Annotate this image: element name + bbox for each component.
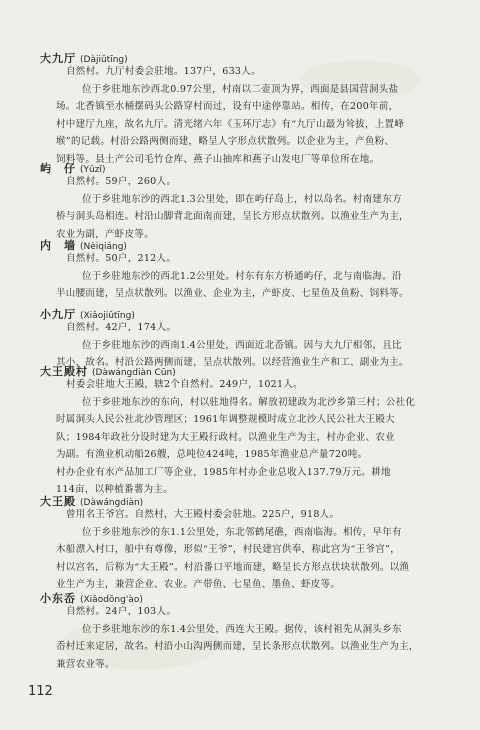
entry-text-line: 位于乡驻地东沙的东向，村以驻地得名。解放初建政为北沙乡第三村；公社化 [82, 396, 416, 408]
entry-text-line: 位于乡驻地东沙西北0.97公里，村南以二壶顶为界，西面是县国营洞头盐 [82, 83, 399, 95]
entry-name: 小东岙 [40, 592, 76, 605]
entry-text-line: 自然村。24户，103人。 [66, 606, 177, 617]
entry-pinyin: (Dàwángdiàn Cūn) [92, 368, 176, 378]
entry-text-line: 位于乡驻地东沙的西北1.3公里处，即在屿仔岛上，村以岛名。村南建东方 [82, 193, 402, 205]
entry-heading [40, 590, 143, 606]
entry-pinyin: (Dàjiǔtīng) [80, 55, 128, 65]
entry-text-line: 自然村。42户，174人。 [66, 322, 177, 333]
page-number: 112 [28, 684, 53, 699]
entry-pinyin: (Xiǎojiǔtīng) [80, 311, 135, 321]
entry-text-line: 半山腰而建，呈点状散列。以渔业、企业为主，产虾皮、七星鱼及鱼粉、饲料等。 [56, 288, 409, 299]
entry-text-line: 队；1984年政社分设时建为大王殿行政村。以渔业生产为主，村办企业、农业 [56, 431, 395, 443]
entry-text-line: 堠”的记载。村沿公路两侧而建，略呈人字形点状散列。以企业为主，产鱼粉、 [56, 136, 395, 147]
entry-text-line: 场。北香镇至水桶摆码头公路穿村而过，设有中途停靠站。相传，在200年前， [56, 101, 399, 112]
entry-text-line: 自然村。九厅村委会驻地。137户，633人。 [66, 66, 261, 77]
entry-text-line: 岙村迁来定居，故名。村沿小山沟两侧而建，呈长条形点状散列。以渔业生产为主， [56, 641, 419, 652]
entry-text-line: 曾用名王爷宫。自然村，大王殿村委会驻地。225户，918人。 [66, 509, 340, 520]
entry-text-line: 位于乡驻地东沙的西南1.4公里处，西面近北岙镇。因与大九厅相邻，且比 [82, 339, 402, 351]
entry-heading [40, 493, 143, 509]
entry-text-line: 自然村。59户，260人。 [66, 176, 177, 187]
entry-pinyin: (Yǔzǐ) [80, 165, 106, 175]
entry-text-line: 位于乡驻地东沙的东1.1公里处，东北邻鹤尾礁，西南临海。相传，早年有 [82, 526, 402, 538]
entry-name: 大王殿村 [40, 365, 88, 378]
entry-text-line: 饲料等。县土产公司毛竹仓库、燕子山抽库和燕子山发电厂等单位所在地。 [56, 153, 380, 165]
entry-text-line: 村以宫名，后称为“大王殿”。村沿番口平地而建，略呈长方形点状块状散列。以渔 [56, 561, 410, 573]
entry-text-line: 位于乡驻地东沙的西北1.2公里处。村东有东方桥通屿仔，北与南临海。沿 [82, 270, 402, 282]
entry-name: 大王殿 [40, 495, 76, 508]
entry-name: 内 墙 [40, 239, 76, 252]
entry-text-line: 农业为副，产虾皮等。 [56, 228, 155, 240]
entry-text-line: 114亩，以种植番薯为主。 [56, 484, 174, 495]
entry-name: 大九厅 [40, 52, 76, 65]
entry-text-line: 位于乡驻地东沙的东1.4公里处，西连大王殿。据传，该村祖先从洞头乡东 [82, 623, 402, 635]
entry-heading [40, 306, 135, 322]
entry-pinyin: (Nèiqiáng) [80, 242, 127, 252]
entry-text-line: 为副。有渔业机动船26艘，总吨位424吨，1985年渔业总产量720吨。 [56, 449, 368, 460]
entry-heading [40, 363, 176, 379]
entry-heading [40, 160, 105, 176]
entry-text-line: 村中建厅九座，故名九厅。清光绪六年《玉环厅志》有“九厅山最为耸拔，上置峰 [56, 118, 405, 130]
entry-heading [40, 50, 128, 66]
entry-text-line: 村委会驻地大王殿，辖2个自然村。249户，1021人。 [66, 379, 303, 390]
entry-text-line: 其小，故名。村沿公路两侧而建，呈点状散列。以经营渔业生产和工、副业为主。 [56, 357, 409, 368]
entry-heading [40, 237, 127, 253]
entry-name: 屿 仔 [40, 162, 76, 175]
entry-text-line: 村办企业有水产品加工厂等企业，1985年村办企业总收入137.79万元。耕地 [56, 466, 391, 478]
entry-text-line: 木船漂入村口，船中有尊像，形似“王爷”，村民建宫供奉，称此宫为“王爷宫”， [56, 544, 401, 555]
entry-text-line: 桥与洞头岛相连。村沿山脚背北面南而建，呈长方形点状散列。以渔业生产为主， [56, 211, 409, 222]
entry-text-line: 时属洞头人民公社北沙管理区；1961年调整规模时成立北沙人民公社大王殿大 [56, 414, 395, 425]
entry-pinyin: (Dàwángdiàn) [80, 498, 144, 508]
entry-text-line: 兼营农业等。 [56, 658, 115, 670]
entry-pinyin: (Xiǎodōng'ào) [80, 595, 143, 605]
entry-name: 小九厅 [40, 308, 76, 321]
entry-text-line: 自然村。50户，212人。 [66, 253, 177, 264]
entry-text-line: 业生产为主，兼营企业、农业。产带鱼、七星鱼、墨鱼、虾皮等。 [56, 579, 341, 590]
